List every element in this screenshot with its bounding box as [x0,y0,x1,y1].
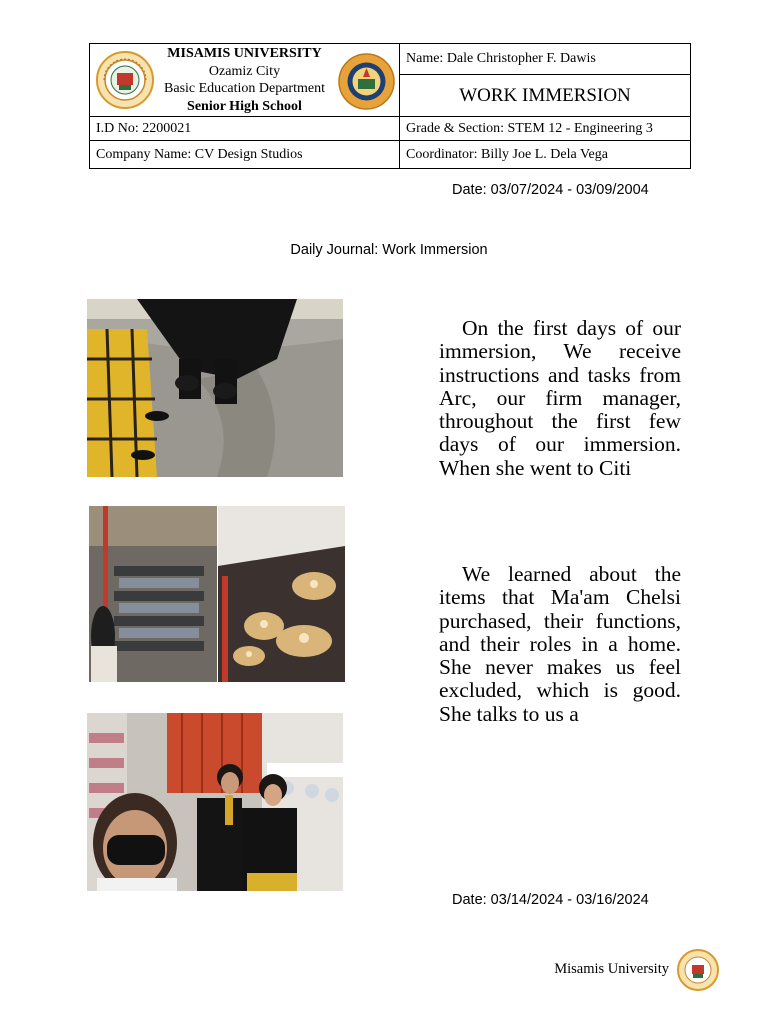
photo-store-interior [89,506,345,682]
journal-paragraph-2: We learned about the items that Ma'am Chelsi purchased, their functions, and their roles in a home. She never makes us feel excluded, which is good. She talks to us a [439,563,681,726]
photo-shoes-floor [87,299,343,477]
date-range-first: Date: 03/07/2024 - 03/09/2004 [452,182,649,198]
school-info-cell [90,44,400,117]
senior-high-seal-icon [338,53,395,110]
program-title: WORK IMMERSION [400,75,691,117]
journal-paragraph-1: On the first days of our immersion, We receive instructions and tasks from Arc, our firm manager, throughout the first few days of our immersion. When she went to Citi [439,317,681,480]
university-name: MISAMIS UNIVERSITY [167,46,322,61]
coordinator-name: Coordinator: Billy Joe L. Dela Vega [400,141,691,169]
journal-title: Daily Journal: Work Immersion [290,242,488,258]
company-name: Company Name: CV Design Studios [90,141,400,169]
department-name: Basic Education Department [164,81,325,96]
footer-university-name: Misamis University [554,961,669,977]
header-table [89,43,691,169]
date-range-second: Date: 03/14/2024 - 03/16/2024 [452,892,649,908]
footer-seal-icon [677,949,719,991]
school-name: Senior High School [187,98,302,114]
grade-section: Grade & Section: STEM 12 - Engineering 3 [400,117,691,141]
student-name: Name: Dale Christopher F. Dawis [400,44,691,75]
photo-group-selfie [87,713,343,891]
id-number: I.D No: 2200021 [90,117,400,141]
city-name: Ozamiz City [208,63,281,79]
